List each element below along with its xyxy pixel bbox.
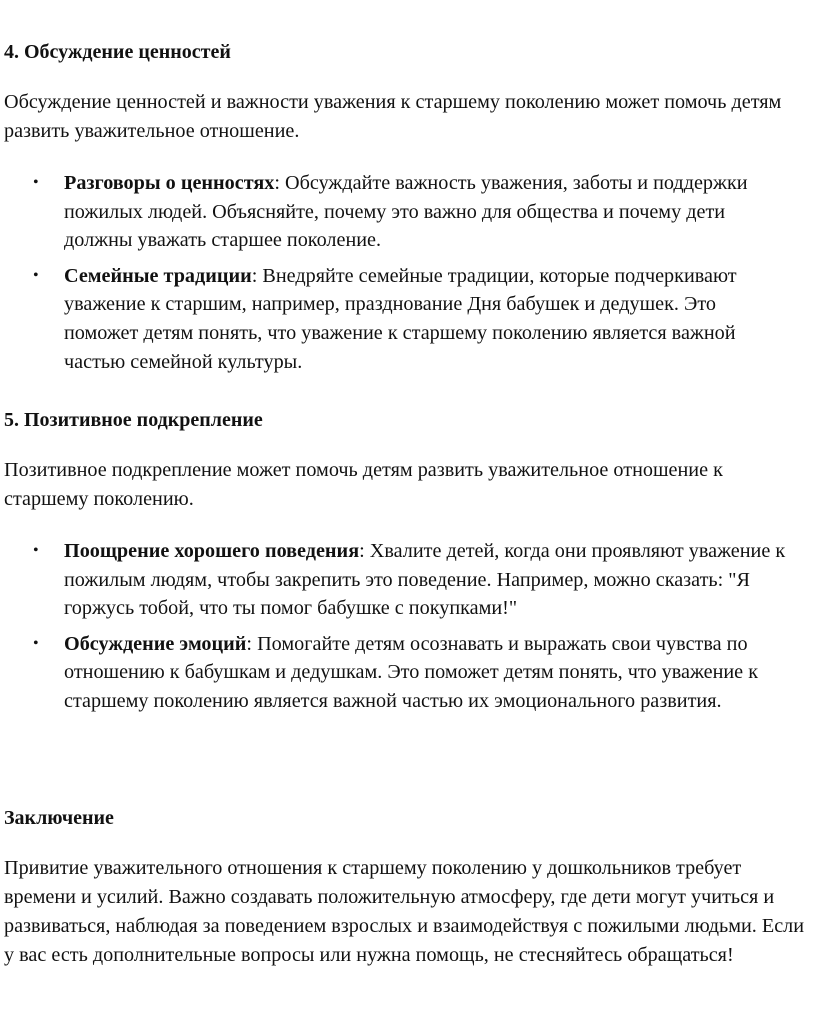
conclusion-heading: Заключение [4, 807, 114, 829]
list-item [4, 262, 794, 376]
section-intro-values: Обсуждение ценностей и важности уважения к старшему поколению может помочь детям развить уважительное отношение. [4, 91, 782, 142]
bullet-list-reinforcement [4, 537, 804, 716]
list-item-text: : Обсуждайте важность уважения, заботы и поддержки пожилых людей. Объясняйте, почему это важно для общества и почему дети должны уважать старшее поколение. [64, 172, 748, 252]
list-spacer [4, 623, 804, 630]
list-item-text: : Помогайте детям осознавать и выражать свои чувства по отношению к бабушкам и дедушкам. Это поможет детям понять, что уважение к старшему поколению является важной частью их эмоционального развития. [64, 632, 759, 712]
list-item [4, 630, 804, 716]
list-item-term: Семейные традиции [64, 264, 252, 287]
bullet-icon: • [33, 634, 39, 652]
list-item [4, 169, 794, 255]
bullet-icon: • [33, 542, 39, 559]
bullet-icon: • [33, 266, 39, 284]
list-item-term: Обсуждение эмоций [64, 632, 247, 655]
conclusion-text: Привитие уважительного отношения к старшему поколению у дошкольников требует времени и усилий. Важно создавать положительную атмосферу, где дети могут учиться и развиваться, наблюдая за поведением взрослых и взаимодействуя с пожилыми людьми. Если у вас есть дополнительные вопросы или нужна помощь, не стесняйтесь обращаться! [4, 857, 805, 966]
bullet-list-values [4, 169, 794, 376]
section-heading-reinforcement: 5. Позитивное подкрепление [4, 409, 263, 431]
list-item [4, 537, 804, 623]
list-item-term: Поощрение хорошего поведения [64, 540, 360, 562]
list-item-term: Разговоры о ценностях [64, 172, 275, 194]
section-heading-values: 4. Обсуждение ценностей [4, 41, 231, 63]
list-item-text: : Хвалите детей, когда они проявляют уважение к пожилым людям, чтобы закрепить это поведение. Например, можно сказать: "Я горжусь тобой, что ты помог бабушке с покупками!" [64, 540, 786, 620]
list-spacer [4, 255, 794, 262]
list-item-text: : Внедряйте семейные традиции, которые подчеркивают уважение к старшим, например, празднование Дня бабушек и дедушек. Это поможет детям понять, что уважение к старшему поколению является важной частью семейной культуры. [64, 264, 737, 373]
bullet-icon: • [33, 174, 39, 191]
section-intro-reinforcement: Позитивное подкрепление может помочь детям развить уважительное отношение к старшему поколению. [4, 459, 723, 510]
